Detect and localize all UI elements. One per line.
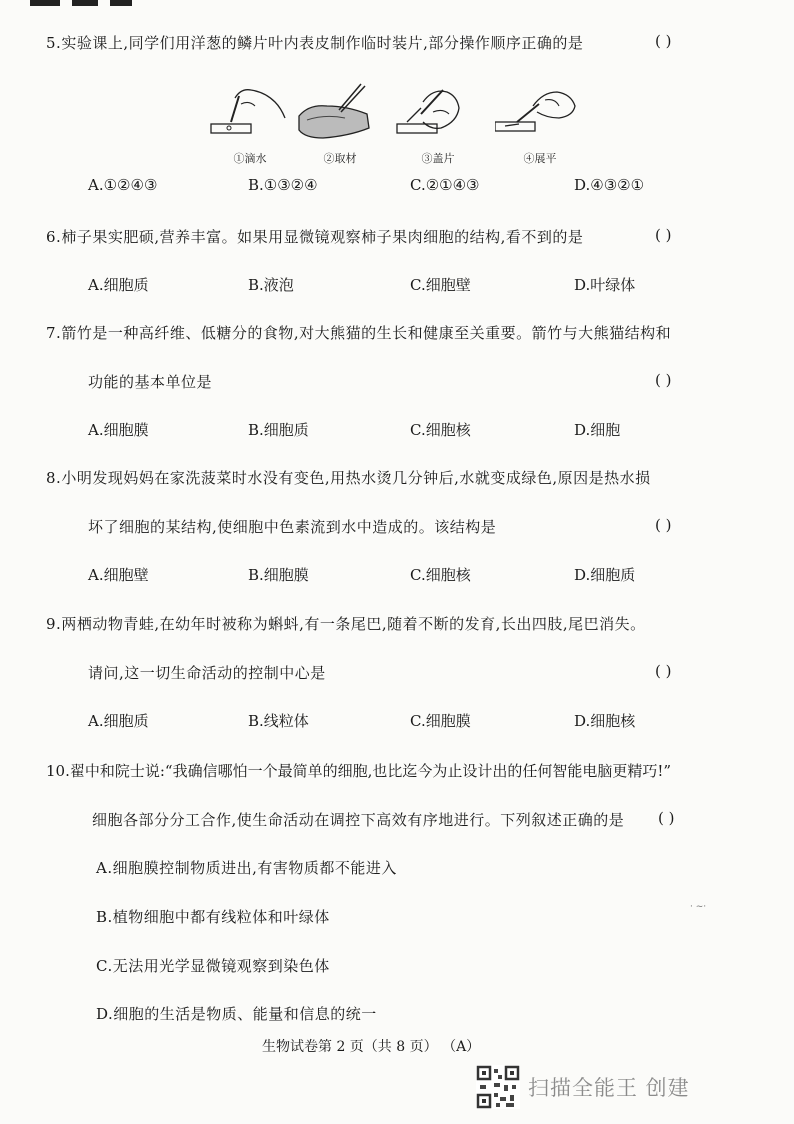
question-number: 10. [46, 762, 70, 780]
question-number: 7. [46, 324, 62, 342]
figure-caption: ①滴水 [233, 152, 267, 165]
question-8-options [88, 564, 728, 586]
question-5-options [88, 176, 728, 198]
question-number: 9. [46, 615, 62, 633]
question-7-options [88, 419, 728, 441]
figure-caption: ④展平 [523, 152, 557, 165]
page-footer: 生物试卷第 2 页（共 8 页） （A） [262, 1039, 481, 1055]
option-a[interactable]: A.细胞膜 [88, 421, 149, 439]
question-text: 小明发现妈妈在家洗菠菜时水没有变色,用热水烫几分钟后,水就变成绿色,原因是热水损 [61, 469, 651, 487]
take-material-illustration [295, 82, 385, 168]
answer-bracket: ( ) [655, 32, 672, 50]
option-c[interactable]: C.无法用光学显微镜观察到染色体 [96, 957, 330, 975]
option-a[interactable]: A.细胞质 [88, 276, 149, 294]
question-text: 柿子果实肥硕,营养丰富。如果用显微镜观察柿子果肉细胞的结构,看不到的是 [61, 228, 584, 246]
answer-bracket: ( ) [658, 809, 675, 827]
answer-bracket: ( ) [655, 226, 672, 244]
header-remnant [30, 0, 140, 8]
option-c[interactable]: C.细胞膜 [410, 712, 471, 730]
question-text: 箭竹是一种高纤维、低糖分的食物,对大熊猫的生长和健康至关重要。箭竹与大熊猫结构和 [61, 324, 672, 342]
option-c[interactable]: C.②①④③ [410, 176, 480, 194]
question-number: 6. [46, 228, 62, 246]
option-c[interactable]: C.细胞核 [410, 421, 471, 439]
option-a[interactable]: A.细胞壁 [88, 566, 149, 584]
option-b[interactable]: B.线粒体 [248, 712, 309, 730]
question-number: 5. [46, 34, 62, 52]
option-b[interactable]: B.①③②④ [248, 176, 318, 194]
figure-caption: ②取材 [323, 152, 357, 165]
option-b[interactable]: B.细胞膜 [248, 566, 309, 584]
question-10-stem [46, 760, 734, 781]
option-d[interactable]: D.细胞质 [574, 566, 636, 584]
option-c[interactable]: C.细胞核 [410, 566, 471, 584]
spread-flat-illustration [495, 82, 585, 168]
option-d[interactable]: D.④③②① [574, 176, 645, 194]
option-b[interactable]: B.细胞质 [248, 421, 309, 439]
answer-bracket: ( ) [655, 371, 672, 389]
option-a[interactable]: A.细胞膜控制物质进出,有害物质都不能进入 [96, 859, 397, 877]
question-9-options [88, 710, 728, 732]
option-d[interactable]: D.细胞的生活是物质、能量和信息的统一 [96, 1005, 377, 1023]
question-10-stem-continued: 细胞各部分分工合作,使生命活动在调控下高效有序地进行。下列叙述正确的是 [92, 811, 625, 829]
option-a[interactable]: A.①②④③ [88, 176, 158, 194]
scan-speck: · ~· [690, 902, 707, 912]
drip-water-illustration [205, 82, 295, 168]
procedure-figure [205, 82, 585, 168]
question-6-stem [46, 226, 734, 247]
question-text: 实验课上,同学们用洋葱的鳞片叶内表皮制作临时装片,部分操作顺序正确的是 [61, 34, 584, 52]
question-8-stem [46, 467, 734, 488]
option-c[interactable]: C.细胞壁 [410, 276, 471, 294]
option-b[interactable]: B.植物细胞中都有线粒体和叶绿体 [96, 908, 330, 926]
option-d[interactable]: D.细胞 [574, 421, 621, 439]
question-number: 8. [46, 469, 62, 487]
question-9-stem-continued: 请问,这一切生命活动的控制中心是 [88, 664, 326, 682]
figure-caption: ③盖片 [421, 152, 455, 165]
question-7-stem [46, 322, 734, 343]
option-a[interactable]: A.细胞质 [88, 712, 149, 730]
question-text: 两栖动物青蛙,在幼年时被称为蝌蚪,有一条尾巴,随着不断的发育,长出四肢,尾巴消失。 [61, 615, 646, 633]
question-9-stem [46, 613, 734, 634]
cover-slip-illustration [393, 82, 483, 168]
option-d[interactable]: D.细胞核 [574, 712, 636, 730]
question-8-stem-continued: 坏了细胞的某结构,使细胞中色素流到水中造成的。该结构是 [88, 518, 497, 536]
answer-bracket: ( ) [655, 662, 672, 680]
option-b[interactable]: B.液泡 [248, 276, 294, 294]
question-6-options [88, 274, 728, 296]
scanner-watermark: 扫描全能王 创建 [528, 1076, 690, 1100]
option-d[interactable]: D.叶绿体 [574, 276, 636, 294]
question-7-stem-continued: 功能的基本单位是 [88, 373, 213, 391]
qr-code-icon [476, 1065, 520, 1109]
answer-bracket: ( ) [655, 516, 672, 534]
question-5-stem [46, 32, 734, 53]
question-text: 翟中和院士说:“我确信哪怕一个最简单的细胞,也比迄今为止设计出的任何智能电脑更精巧!” [69, 762, 672, 780]
